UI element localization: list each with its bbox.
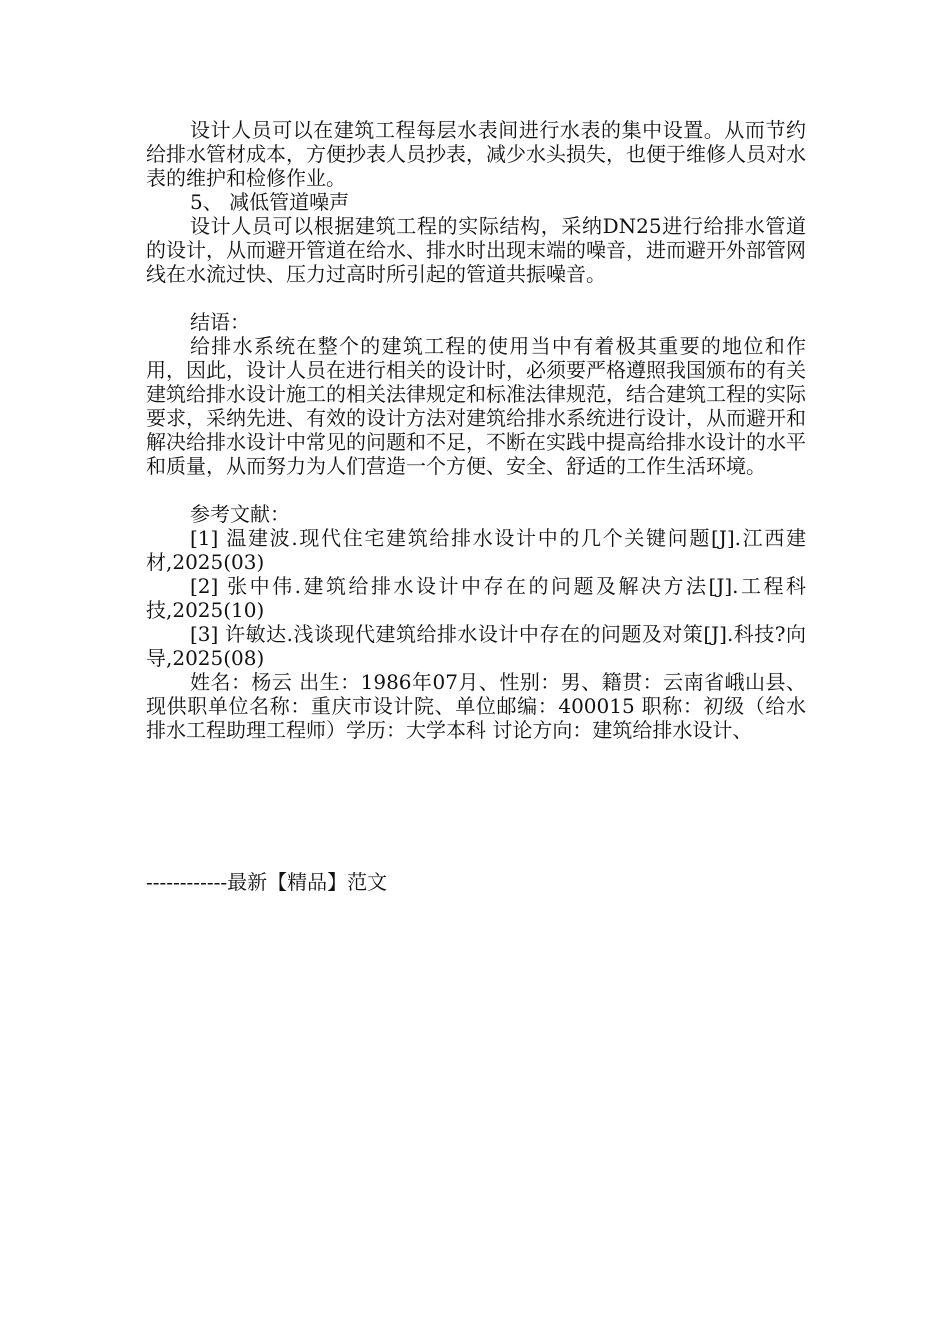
conclusion-title: 结语： [190, 310, 250, 334]
reference-item: [1] 温建波.现代住宅建筑给排水设计中的几个关键问题[J].江西建材,2025(03) [146, 526, 806, 574]
author-bio: 姓名：杨云 出生：1986年07月、性别：男、籍贯：云南省峨山县、现供职单位名称：重庆市设计院、单位邮编：400015 职称：初级（给水排水工程助理工程师）学历：大学本科 讨论方向：建筑给排水设计、 [146, 670, 806, 742]
paragraph-water-meter: 设计人员可以在建筑工程每层水表间进行水表的集中设置。从而节约给排水管材成本，方便抄表人员抄表，减少水头损失，也便于维修人员对水表的维护和检修作业。 [146, 118, 806, 190]
reference-item: [3] 许敏达.浅谈现代建筑给排水设计中存在的问题及对策[J].科技?向导,2025(08) [146, 622, 806, 670]
reference-item: [2] 张中伟.建筑给排水设计中存在的问题及解决方法[J].工程科技,2025(10) [146, 574, 806, 622]
references-title: 参考文献： [190, 502, 290, 526]
conclusion-text: 给排水系统在整个的建筑工程的使用当中有着极其重要的地位和作用，因此，设计人员在进行相关的设计时，必须要严格遵照我国颁布的有关建筑给排水设计施工的相关法律规定和标准法律规范，结合建筑工程的实际要求，采纳先进、有效的设计方法对建筑给排水系统进行设计，从而避开和解决给排水设计中常见的问题和不足，不断在实践中提高给排水设计的水平和质量，从而努力为人们营造一个方便、安全、舒适的工作生活环境。 [146, 334, 806, 478]
document-body [146, 118, 806, 742]
paragraph-noise: 设计人员可以根据建筑工程的实际结构，采纳DN25进行给排水管道的设计，从而避开管道在给水、排水时出现末端的噪音，进而避开外部管网线在水流过快、压力过高时所引起的管道共振噪音。 [146, 214, 806, 286]
section-heading-noise: 5、 减低管道噪声 [190, 190, 350, 214]
spacer [146, 478, 806, 502]
footer-label: ------------最新【精品】范文 [146, 870, 388, 894]
spacer [146, 286, 806, 310]
